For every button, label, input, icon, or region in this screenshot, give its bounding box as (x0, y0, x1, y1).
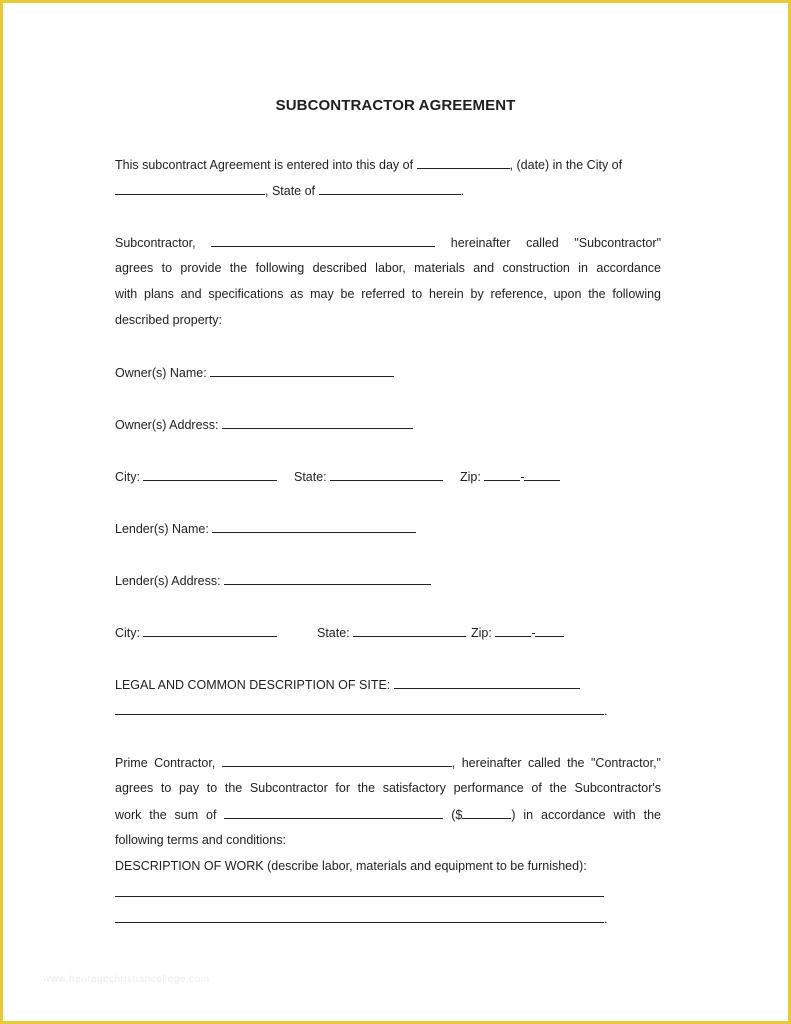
subcontractor-line-1 (115, 234, 661, 251)
work-blank-2[interactable] (115, 910, 604, 923)
work-period: . (604, 912, 608, 926)
watermark-text: www.heritagechristiancollege.com (43, 974, 210, 985)
subcontractor-name-blank[interactable] (211, 234, 435, 247)
prime-line-1 (115, 754, 661, 771)
site-row-2 (115, 702, 607, 719)
accordance-text: ) in accordance with the (511, 808, 661, 822)
site-blank-2[interactable] (115, 702, 604, 715)
zip-blank-2[interactable] (535, 624, 564, 637)
zip-label: Zip: (460, 470, 485, 484)
owner-name-label: Owner(s) Name: (115, 366, 211, 380)
prime-line-2: agrees to pay to the Subcontractor for the satisfactory performance of the Subcontractor's (115, 781, 661, 795)
date-blank[interactable] (417, 156, 510, 169)
intro-text: This subcontract Agreement is entered into this day of (115, 158, 417, 172)
lender-name-row (115, 520, 416, 537)
prime-contractor-label: Prime Contractor, (115, 756, 222, 770)
dollar-sign: ($ (451, 808, 463, 822)
state-label: State: (317, 626, 354, 640)
lender-address-blank[interactable] (224, 572, 431, 585)
city-label: City: (115, 626, 144, 640)
sum-amount-blank[interactable] (462, 806, 511, 819)
subcontractor-line-3: with plans and specifications as may be referred to herein by reference, upon the following (115, 287, 661, 301)
lender-name-label: Lender(s) Name: (115, 522, 213, 536)
owner-city-row (115, 468, 277, 485)
subcontractor-called: hereinafter called "Subcontractor" (450, 236, 662, 250)
state-of-label: , State of (265, 184, 319, 198)
zip-dash: - (520, 470, 525, 484)
state-blank[interactable] (330, 468, 443, 481)
owner-zip-row (460, 468, 560, 485)
work-row-1 (115, 884, 604, 901)
subcontractor-line-2: agrees to provide the following described labor, materials and construction in accordance (115, 261, 661, 275)
lender-name-blank[interactable] (212, 520, 416, 533)
zip-label: Zip: (471, 626, 496, 640)
sum-words-blank[interactable] (224, 806, 443, 819)
work-blank-1[interactable] (115, 884, 604, 897)
document-title: SUBCONTRACTOR AGREEMENT (275, 97, 516, 114)
site-blank-1[interactable] (394, 676, 580, 689)
state-of-blank[interactable] (319, 182, 461, 195)
city-label: City: (115, 470, 144, 484)
city-blank[interactable] (143, 624, 277, 637)
owner-state-row (294, 468, 443, 485)
site-row (115, 676, 580, 693)
intro-text-date: , (date) in the City of (509, 158, 623, 172)
owner-name-row (115, 364, 394, 381)
zip-blank-1[interactable] (495, 624, 531, 637)
work-row-2 (115, 910, 607, 927)
intro-line-1 (115, 156, 622, 173)
site-label: LEGAL AND COMMON DESCRIPTION OF SITE: (115, 678, 394, 692)
owner-name-blank[interactable] (210, 364, 394, 377)
prime-called: , hereinafter called the "Contractor," (451, 756, 661, 770)
subcontractor-line-4: described property: (115, 313, 223, 327)
state-blank[interactable] (353, 624, 466, 637)
intro-period: . (460, 184, 464, 198)
lender-state-row (317, 624, 466, 641)
zip-blank-1[interactable] (484, 468, 520, 481)
prime-line-4: following terms and conditions: (115, 833, 286, 847)
owner-address-label: Owner(s) Address: (115, 418, 222, 432)
subcontractor-label: Subcontractor, (115, 236, 196, 250)
prime-line-3 (115, 806, 661, 823)
site-period: . (604, 704, 608, 718)
intro-line-2 (115, 182, 464, 199)
zip-dash: - (531, 626, 536, 640)
city-of-blank[interactable] (115, 182, 265, 195)
city-blank[interactable] (143, 468, 277, 481)
prime-contractor-blank[interactable] (222, 754, 452, 767)
state-label: State: (294, 470, 331, 484)
lender-zip-row (471, 624, 564, 641)
owner-address-row (115, 416, 413, 433)
lender-address-row (115, 572, 431, 589)
sum-label: work the sum of (115, 808, 217, 822)
lender-city-row (115, 624, 277, 641)
zip-blank-2[interactable] (524, 468, 560, 481)
sum-amount-group (451, 808, 661, 822)
work-label-row: DESCRIPTION OF WORK (describe labor, materials and equipment to be furnished): (115, 859, 587, 873)
owner-address-blank[interactable] (222, 416, 413, 429)
lender-address-label: Lender(s) Address: (115, 574, 225, 588)
